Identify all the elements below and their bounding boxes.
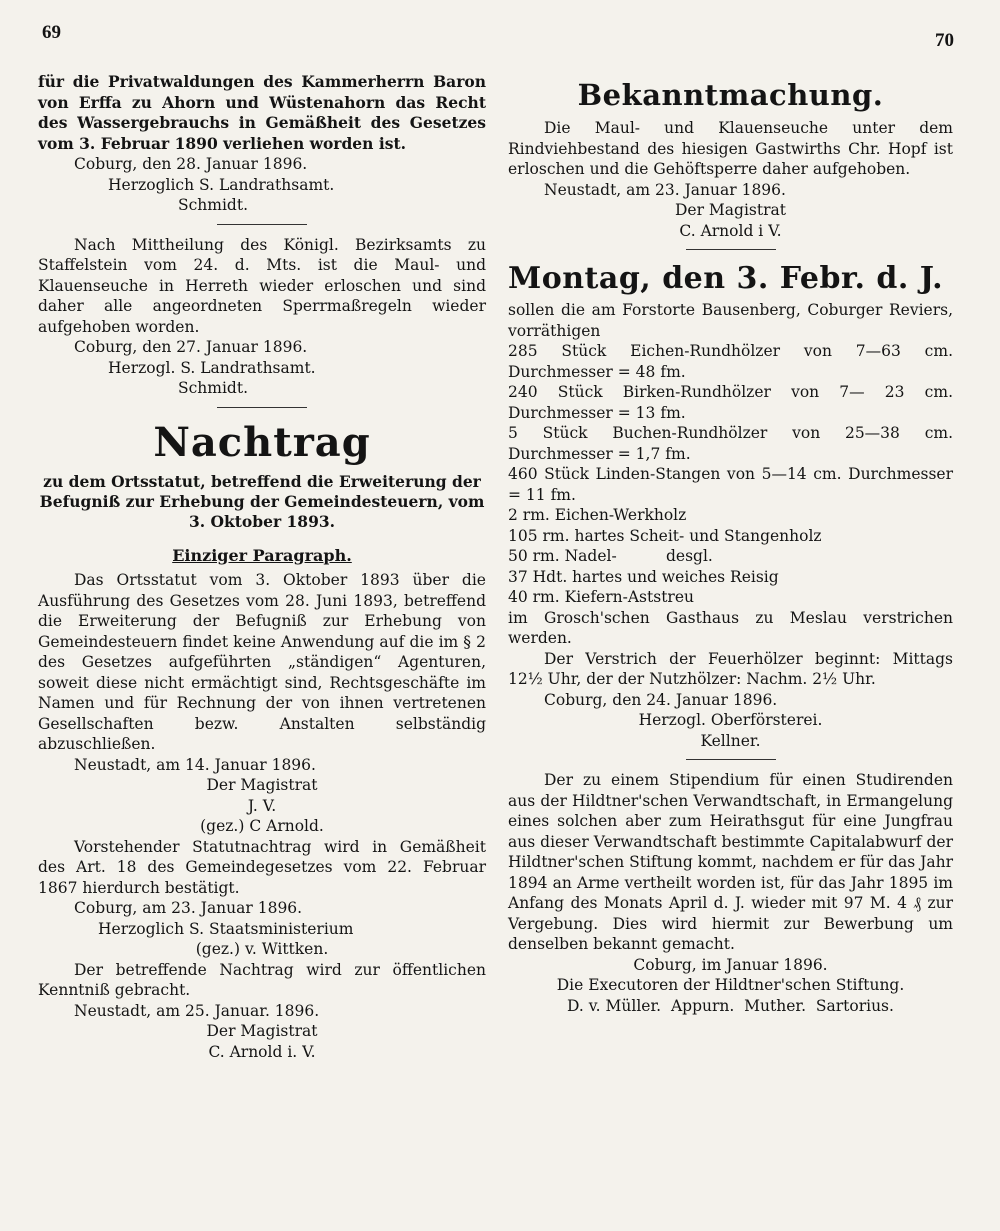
paragraph-erffa: für die Privatwaldungen des Kammerherrn Baron von Erffa zu Ahorn und Wüstenahorn das Recht des Wassergebrauchs in Gemäßheit des Gesetzes vom 3. Februar 1890 verliehen worden ist. bbox=[38, 72, 486, 153]
signature: C. Arnold i. V. bbox=[208, 1042, 316, 1061]
authority-line: Der Magistrat bbox=[675, 201, 786, 219]
list-item: 2 rm. Eichen-Werkholz bbox=[508, 506, 687, 524]
signature: Schmidt. bbox=[178, 196, 249, 214]
paragraph-kenntnis: Der betreffende Nachtrag wird zur öffentlichen Kenntniß gebracht. bbox=[38, 960, 486, 999]
date-line: Coburg, den 27. Januar 1896. bbox=[74, 338, 308, 356]
date-line: Neustadt, am 23. Januar 1896. bbox=[544, 180, 786, 199]
paragraph-bestaetigung: Vorstehender Statutnachtrag wird in Gemäßheit des Art. 18 des Gemeindegesetzes vom 22. Februar 1867 hierdurch bestätigt. bbox=[38, 837, 486, 897]
subheading-ortsstatut: zu dem Ortsstatut, betreffend die Erweiterung der Befugniß zur Erhebung der Gemeindesteuern, vom 3. Oktober 1893. bbox=[39, 471, 485, 531]
date-line: Coburg, am 23. Januar 1896. bbox=[74, 899, 303, 917]
signature: (gez.) C Arnold. bbox=[200, 817, 324, 835]
paragraph-seuche: Nach Mittheilung des Königl. Bezirksamts zu Staffelstein vom 24. d. Mts. ist die Maul- und Klauenseuche in Herreth wieder erloschen und sind daher alle angeordneten Sperrmaßregeln wieder aufgehoben worden. bbox=[38, 235, 486, 336]
authority-line: Die Executoren der Hildtner'schen Stiftung. bbox=[556, 976, 905, 994]
divider bbox=[686, 759, 776, 760]
right-column bbox=[508, 76, 953, 1016]
left-column bbox=[38, 72, 486, 1062]
authority-line: J. V. bbox=[247, 796, 277, 815]
date-line: Neustadt, am 14. Januar 1896. bbox=[74, 755, 316, 774]
signature: (gez.) v. Wittken. bbox=[195, 940, 329, 958]
paragraph-gasthaus: im Grosch'schen Gasthaus zu Meslau verstrichen werden. bbox=[508, 608, 953, 647]
list-item: 37 Hdt. hartes und weiches Reisig bbox=[508, 567, 779, 586]
divider bbox=[686, 249, 776, 250]
paragraph-stipendium: Der zu einem Stipendium für einen Studirenden aus der Hildtner'schen Verwandtschaft, in Ermangelung eines solchen aber zum Heirathsgut für eine Jungfrau aus dieser Verwandtschaft bestimmte Capitalabwurf der Hildtner'schen Stiftung kommt, nachdem er für das Jahr 1894 an Arme vertheilt worden ist, für das Jahr 1895 im Anfang des Monats April d. J. wieder mit 97 M. 4 ₰ zur Vergebung. Dies wird hiermit zur Bewerbung um denselben bekannt gemacht. bbox=[508, 771, 953, 953]
list-item: 285 Stück Eichen-Rundhölzer von 7—63 cm. Durchmesser = 48 fm. bbox=[508, 342, 953, 381]
list-item: 50 rm. Nadel- desgl. bbox=[508, 547, 713, 565]
authority-line: Der Magistrat bbox=[206, 776, 318, 794]
date-line: Coburg, im Januar 1896. bbox=[633, 955, 828, 974]
heading-bekanntmachung: Bekanntmachung. bbox=[577, 78, 884, 112]
paragraph-ortsstatut: Das Ortsstatut vom 3. Oktober 1893 über die Ausführung des Gesetzes vom 28. Juni 1893, betreffend die Erweiterung der Befugniß zur Erhebung von Gemeindesteuern findet keine Anwendung auf die im § 2 des Gesetzes aufgeführten „ständigen“ Agenturen, soweit diese nicht ermächtigt sind, Rechtsgeschäfte im Namen und für Rechnung der von ihnen vertretenen Gesellschaften bezw. Anstalten selbständig abzuschließen. bbox=[38, 571, 486, 753]
divider bbox=[217, 224, 307, 225]
date-line: Coburg, den 28. Januar 1896. bbox=[74, 155, 308, 173]
authority-line: Herzogl. Oberförsterei. bbox=[638, 711, 823, 729]
divider bbox=[217, 407, 307, 408]
list-item: 5 Stück Buchen-Rundhölzer von 25—38 cm. Durchmesser = 1,7 fm. bbox=[508, 424, 953, 463]
authority-line: Herzogl. S. Landrathsamt. bbox=[108, 358, 316, 377]
authority-line: Herzoglich S. Landrathsamt. bbox=[108, 175, 335, 194]
list-item: 105 rm. hartes Scheit- und Stangenholz bbox=[508, 526, 822, 545]
list-item: 240 Stück Birken-Rundhölzer von 7— 23 cm. Durchmesser = 13 fm. bbox=[508, 383, 953, 422]
signature: Schmidt. bbox=[178, 379, 249, 397]
page-number-right: 70 bbox=[935, 30, 954, 51]
page-number-left: 69 bbox=[42, 22, 61, 43]
paragraph-seuche-hopf: Die Maul- und Klauenseuche unter dem Rindviehbestand des hiesigen Gastwirths Chr. Hopf ist erloschen und die Gehöftsperre daher aufgehoben. bbox=[508, 119, 953, 178]
heading-montag: Montag, den 3. Febr. d. J. bbox=[508, 261, 944, 296]
paragraph-uhrzeit: Der Verstrich der Feuerhölzer beginnt: Mittags 12½ Uhr, der der Nutzhölzer: Nachm. 2½ Uhr. bbox=[508, 649, 953, 688]
signature: D. v. Müller. Appurn. Muther. Sartorius. bbox=[567, 996, 894, 1015]
list-item: 460 Stück Linden-Stangen von 5—14 cm. Durchmesser = 11 fm. bbox=[508, 465, 953, 504]
authority-line: Herzoglich S. Staatsministerium bbox=[98, 919, 354, 938]
authority-line: Der Magistrat bbox=[206, 1022, 318, 1040]
date-line: Coburg, den 24. Januar 1896. bbox=[544, 690, 778, 709]
list-item: 40 rm. Kiefern-Aststreu bbox=[508, 588, 694, 606]
lot-list bbox=[508, 341, 953, 608]
signature: Kellner. bbox=[700, 731, 761, 750]
heading-paragraph: Einziger Paragraph. bbox=[172, 545, 352, 565]
paragraph-verstrich-intro: sollen die am Forstorte Bausenberg, Coburger Reviers, vorräthigen bbox=[508, 301, 953, 340]
signature: C. Arnold i V. bbox=[679, 221, 782, 240]
date-line: Neustadt, am 25. Januar. 1896. bbox=[74, 1001, 320, 1020]
heading-nachtrag: Nachtrag bbox=[153, 418, 371, 466]
